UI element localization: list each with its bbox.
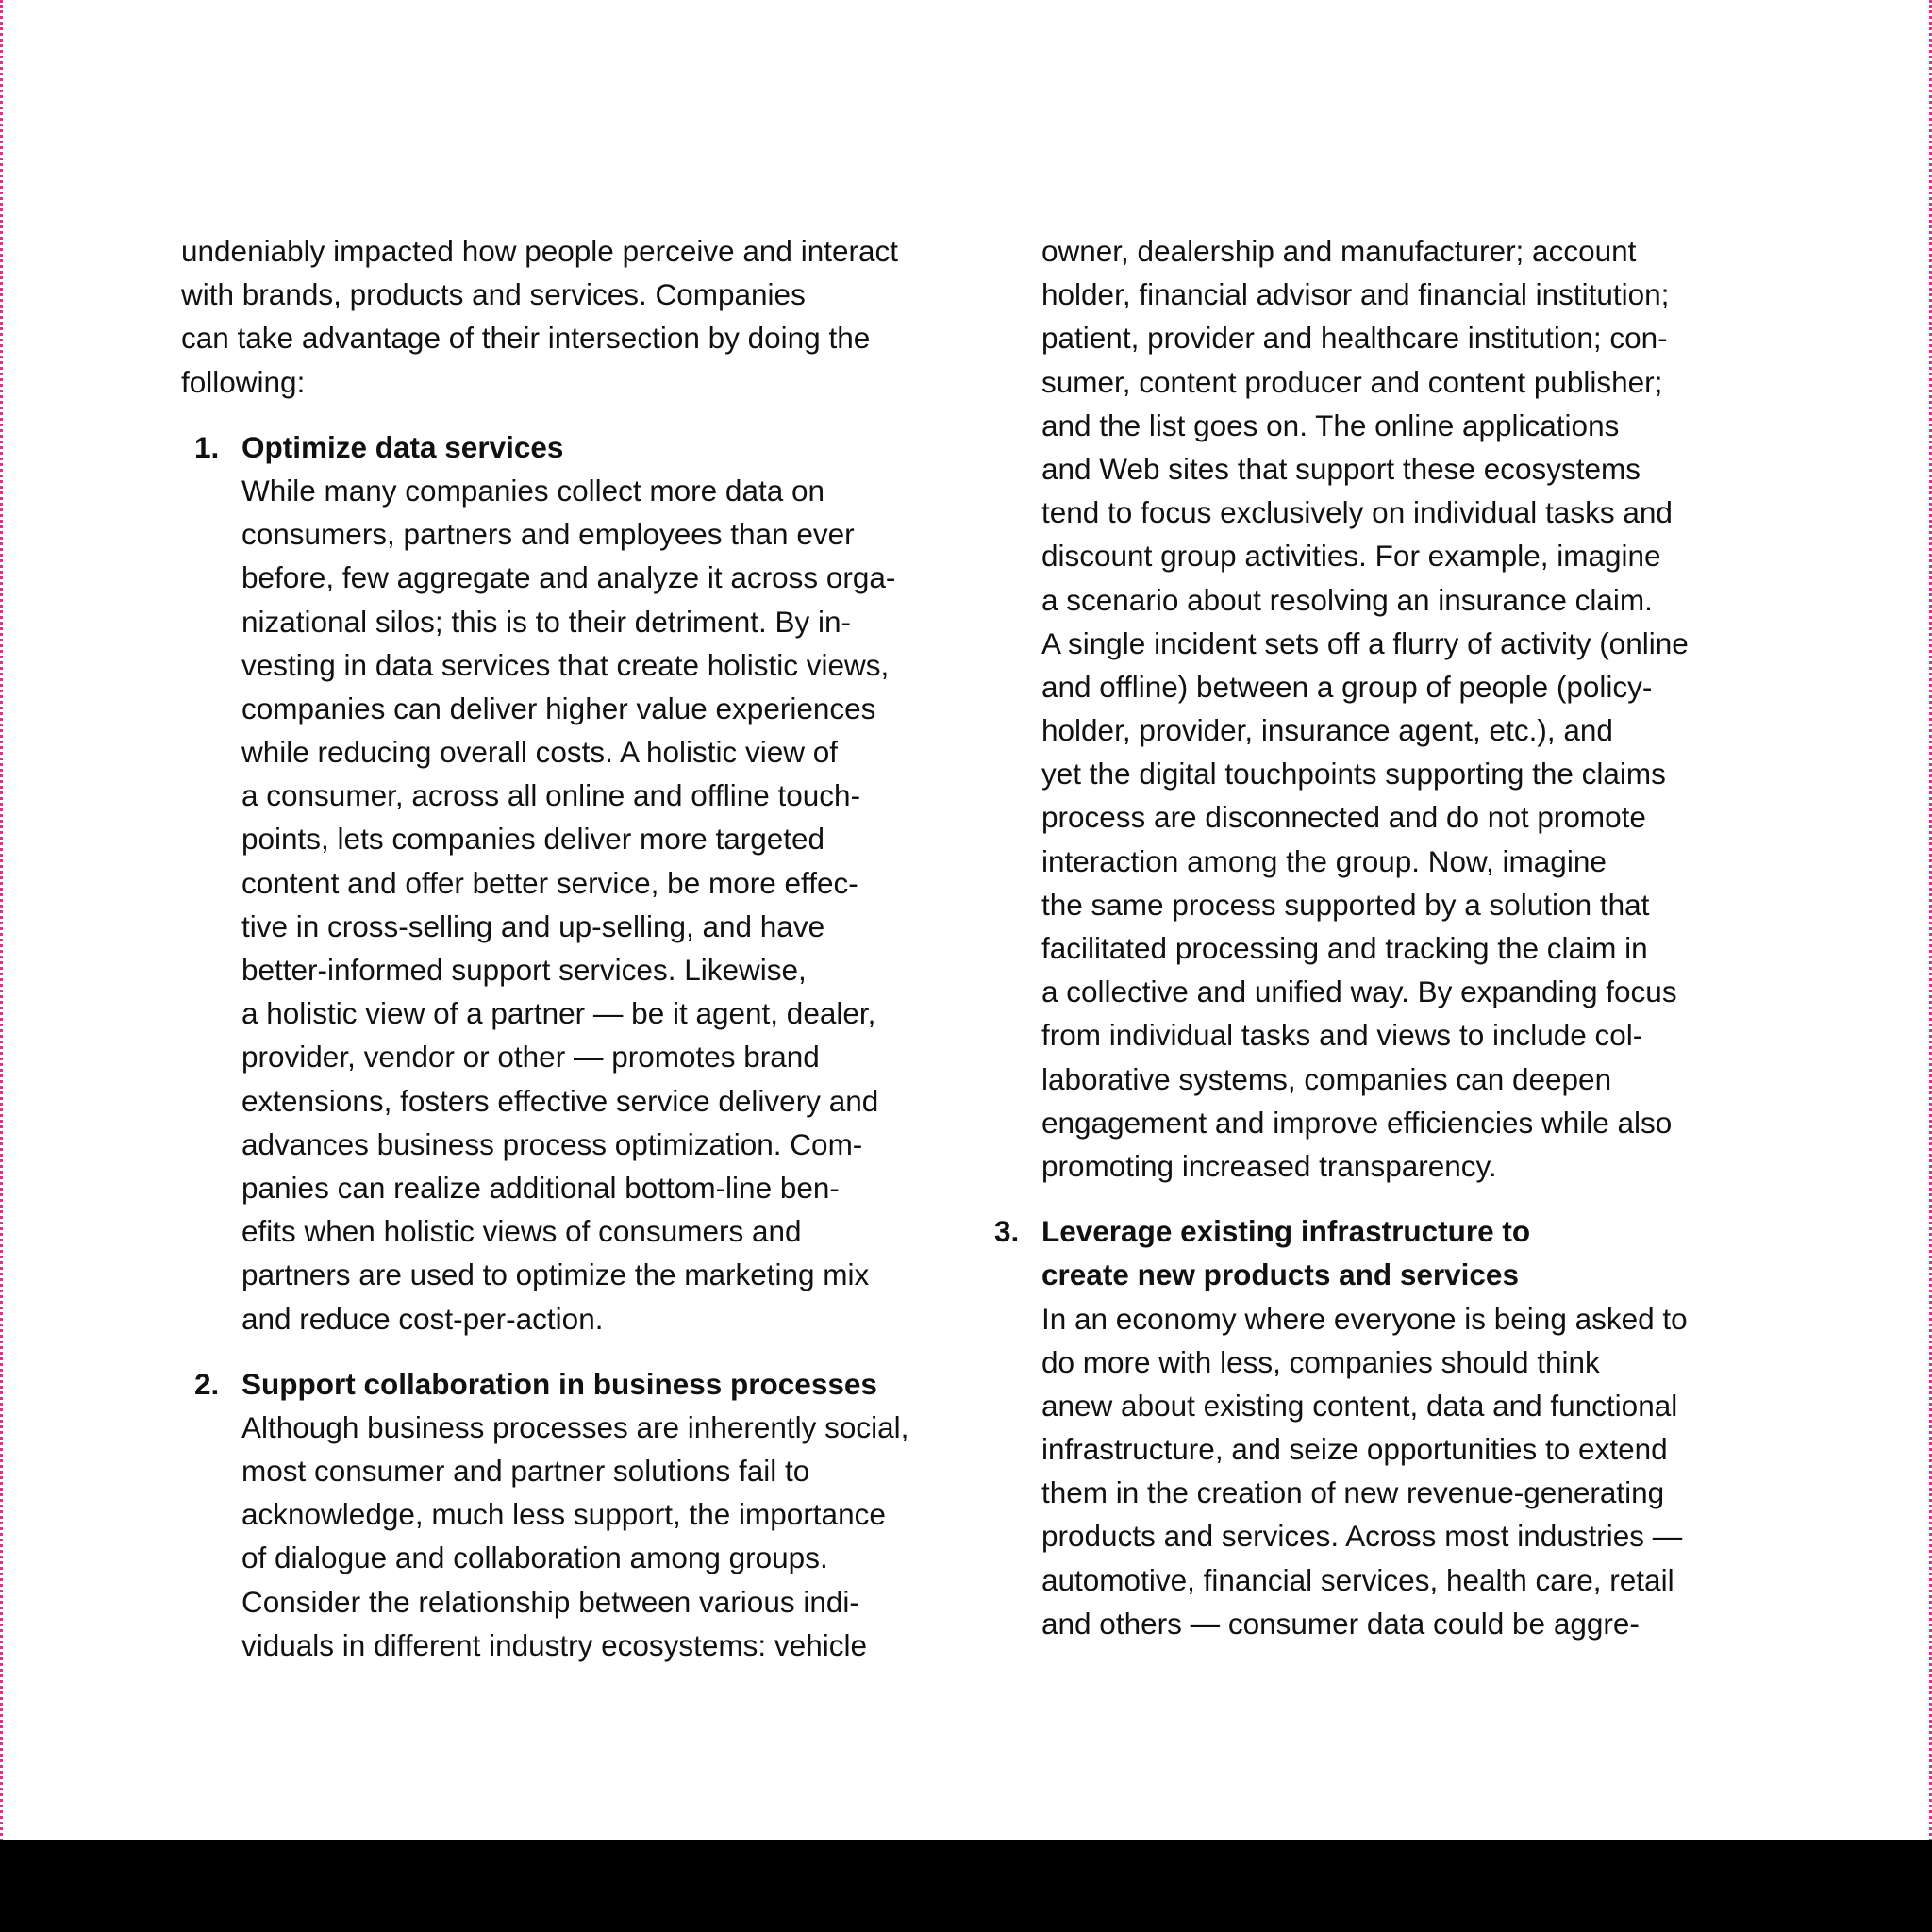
list-number: 3. (994, 1214, 1020, 1249)
text-line: tive in cross-selling and up-selling, and have (242, 908, 825, 943)
text-line: yet the digital touchpoints supporting the claims (1041, 757, 1666, 791)
text-line: a consumer, across all online and offline touch- (242, 778, 861, 813)
text-line: nizational silos; this is to their detriment. By in- (242, 604, 852, 639)
text-line: a collective and unified way. By expanding focus (1041, 974, 1677, 1009)
page-border-left (0, 0, 3, 1932)
text-line: viduals in different industry ecosystems: vehicle (242, 1627, 867, 1662)
text-line: A single incident sets off a flurry of activity (online (1041, 625, 1689, 660)
text-line: and offline) between a group of people (policy- (1041, 669, 1653, 704)
text-line: most consumer and partner solutions fail to (242, 1454, 810, 1489)
text-line: sumer, content producer and content publisher; (1041, 364, 1663, 399)
text-line: vesting in data services that create holistic views, (242, 647, 890, 682)
continued-paragraph (1041, 229, 1796, 1188)
text-line: In an economy where everyone is being asked to (1041, 1301, 1688, 1336)
text-line: points, lets companies deliver more targeted (242, 822, 825, 857)
text-line: engagement and improve efficiencies while also (1041, 1105, 1673, 1140)
text-line: better-informed support services. Likewise, (242, 953, 807, 987)
list-number: 2. (194, 1366, 220, 1401)
text-line: extensions, fosters effective service delivery and (242, 1083, 879, 1118)
list-item-title: create new products and services (1041, 1257, 1519, 1292)
text-line: a holistic view of a partner — be it agent, dealer, (242, 996, 876, 1031)
text-line: While many companies collect more data on (242, 473, 825, 508)
text-line: discount group activities. For example, imagine (1041, 539, 1661, 574)
text-line: with brands, products and services. Companies (181, 277, 806, 312)
text-line: provider, vendor or other — promotes brand (242, 1040, 820, 1074)
text-line: patient, provider and healthcare institution; con- (1041, 321, 1668, 356)
text-line: holder, financial advisor and financial institution; (1041, 277, 1670, 312)
text-line: and reduce cost-per-action. (242, 1301, 604, 1336)
list-number: 1. (194, 429, 220, 464)
list-item-title: Leverage existing infrastructure to (1041, 1214, 1531, 1249)
text-line: companies can deliver higher value experiences (242, 691, 876, 725)
paragraph-spacer (181, 1341, 936, 1362)
text-line: can take advantage of their intersection by doing the (181, 321, 871, 356)
text-line: anew about existing content, data and functional (1041, 1388, 1678, 1423)
text-line: from individual tasks and views to include col- (1041, 1018, 1643, 1053)
text-line: Consider the relationship between various indi- (242, 1584, 859, 1619)
text-line: advances business process optimization. Com- (242, 1126, 863, 1161)
text-line: a scenario about resolving an insurance claim. (1041, 582, 1653, 617)
list-item-title: Optimize data services (242, 429, 564, 464)
text-line: of dialogue and collaboration among groups. (242, 1541, 828, 1575)
text-line: owner, dealership and manufacturer; account (1041, 234, 1637, 268)
text-line: and Web sites that support these ecosystems (1041, 451, 1641, 486)
text-line: acknowledge, much less support, the importance (242, 1497, 886, 1532)
text-line: infrastructure, and seize opportunities to extend (1041, 1432, 1668, 1467)
text-line: holder, provider, insurance agent, etc.), and (1041, 713, 1613, 748)
text-line: content and offer better service, be more effec- (242, 865, 858, 900)
text-line: panies can realize additional bottom-line ben- (242, 1170, 840, 1205)
text-line: and the list goes on. The online applications (1041, 408, 1620, 442)
list-item-title: Support collaboration in business processes (242, 1366, 877, 1401)
text-line: laborative systems, companies can deepen (1041, 1061, 1612, 1096)
text-line: before, few aggregate and analyze it across orga- (242, 560, 896, 595)
text-line: the same process supported by a solution that (1041, 887, 1650, 922)
text-line: facilitated processing and tracking the claim in (1041, 931, 1648, 965)
text-line: while reducing overall costs. A holistic view of (242, 735, 839, 770)
paragraph-spacer (1041, 1188, 1796, 1209)
right-column (994, 229, 1796, 1645)
intro-paragraph (181, 229, 936, 404)
list-item-3 (981, 1209, 1796, 1645)
text-line: them in the creation of new revenue-generating (1041, 1475, 1665, 1510)
list-item-1 (181, 425, 936, 1341)
paragraph-spacer (181, 404, 936, 425)
text-line: automotive, financial services, health care, retail (1041, 1562, 1674, 1597)
text-line: consumers, partners and employees than ever (242, 517, 855, 552)
text-line: products and services. Across most industries — (1041, 1519, 1683, 1554)
text-line: undeniably impacted how people perceive and interact (181, 234, 898, 268)
text-line: promoting increased transparency. (1041, 1148, 1497, 1183)
left-column (181, 229, 936, 1667)
text-line: interaction among the group. Now, imagine (1041, 843, 1607, 878)
text-line: following: (181, 364, 306, 399)
text-line: process are disconnected and do not promote (1041, 800, 1646, 835)
text-line: and others — consumer data could be aggre- (1041, 1606, 1640, 1641)
text-line: tend to focus exclusively on individual tasks and (1041, 495, 1673, 530)
text-line: do more with less, companies should think (1041, 1344, 1600, 1379)
text-line: efits when holistic views of consumers and (242, 1214, 802, 1249)
footer-band (0, 1840, 1932, 1932)
text-line: partners are used to optimize the marketing mix (242, 1257, 870, 1292)
list-item-2 (181, 1362, 936, 1667)
text-line: Although business processes are inherently social, (242, 1409, 909, 1444)
